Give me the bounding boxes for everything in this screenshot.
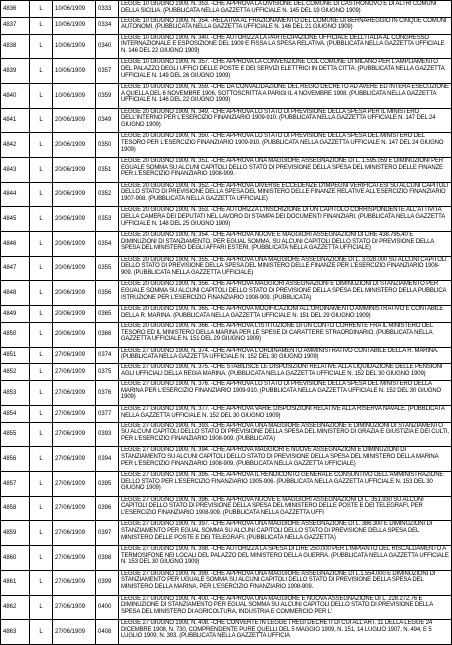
page-number: 0376	[96, 381, 119, 406]
document-description: LEGGE 27 GIUGNO 1909, N. 408. -CHE CONVERTE IN LEGGE I REGI DECRETI DI CUI ALL'ART. 11 DELLA LEGGE 24 DICEMBRE 1908, N. 730, COMPRENDENTE PURE QUELLI DEL 5 MAGGIO 1909, N. 151, 14 LUGLIO 1907, N. 494, E 5 LUGLIO 1909, N. 393. (PUBBLICATA NELLA GAZZETTA UFFICIA	[119, 620, 452, 645]
document-description: LEGGE 27 GIUGNO 1909, N. 393. -CHE APPROVA UNA MAGGIORE ASSEGNAZIONE E DIMINUZIONI DI STANZIAMENTO SU ALCUNI CAPITOLI DELLO STATO DI PREVISIONE DELLA SPESA DEL MINISTERO DI GRAZIA E GIUSTIZIA E DEI CULTI, PER L'ESERCIZIO FINANZIARIO 1908-909. (PUBBLICATA)	[119, 422, 452, 447]
table-row	[1, 364, 452, 381]
document-description: LEGGE 10 GIUGNO 1909, N. 353. -CHE APPROVA LA DIVISIONE DEL COMUNE DI CASTRONOVO E DI ALTRI COMUNI DELLA SICILIA. (PUBBLICATA NELLA GAZZETTA UFFICIALE N. 145 DEL 19 GIUGNO 1909)	[119, 1, 452, 18]
document-date: 27/06/1909	[53, 405, 96, 422]
document-type: L	[30, 256, 53, 281]
document-type: L	[30, 347, 53, 364]
document-date: 27/06/1909	[53, 364, 96, 381]
document-type: L	[30, 34, 53, 59]
record-number: 4845	[1, 207, 30, 232]
record-number: 4859	[1, 521, 30, 546]
legislation-table-body	[1, 1, 452, 645]
document-description: LEGGE 10 GIUGNO 1909, N. 357. -CHE APPROVA LA CONVENZIONE COL COMUNE DI MILANO PER L'AMPLIAMENTO DEL PALAZZO DEGLI UFFICI DELLE POSTE E DEI SERVIZI ELETTRICI IN DETTA CITTA. (PUBBLICATA NELLA GAZZETTA UFFICIALE N. 149 DEL 26 GIUGNO 1909)	[119, 59, 452, 84]
document-type: L	[30, 595, 53, 620]
table-row	[1, 620, 452, 645]
page-number: 0359	[96, 84, 119, 109]
record-number: 4858	[1, 496, 30, 521]
table-row	[1, 472, 452, 497]
document-description: LEGGE 20 GIUGNO 1909, N. 352. -CHE APPROVA DIVERSE ECCEDENZE D'IMPEGNI VERIFICATESI SU ALCUNI CAPITOLI DELLO STATO DI PREVISIONE DELLA SPESA DEL MINISTERO DELLE FINANZE RELATIVE ALL'ESERCIZIO FINANZIARIO 1907-908. (PUBBLICATA NELLA GAZZETTA UFFICIALE)	[119, 182, 452, 207]
document-date: 27/06/1909	[53, 422, 96, 447]
table-row	[1, 405, 452, 422]
document-date: 10/06/1909	[53, 17, 96, 34]
table-row	[1, 496, 452, 521]
document-date: 10/06/1909	[53, 1, 96, 18]
table-row	[1, 447, 452, 472]
document-date: 27/06/1909	[53, 381, 96, 406]
document-date: 27/06/1909	[53, 620, 96, 645]
document-description: LEGGE 27 GIUGNO 1909, N. 397. -CHE APPROVA UNA MAGGIORE ASSEGNAZIONE DI L. 386.300 E DIMINUZIONI DI STANZIAMENTO PER EGUAL SOMMA SU ALCUNI CAPITOLI DELLO STATO DI PREVISIONE DELLA SPESA DEL MINISTERO DELLE POSTE E DEI TELEGRAFI. (PUBBLICATA NELLA GAZZETTA)	[119, 521, 452, 546]
document-date: 27/06/1909	[53, 546, 96, 571]
document-date: 10/06/1909	[53, 59, 96, 84]
table-row	[1, 347, 452, 364]
document-description: LEGGE 27 GIUGNO 1909, N. 395. -CHE APPROVA IL RENDICONTO GENERALE CONSUNTIVO DELL'AMMINISTRAZIONE DELLO STATO PER L'ESERCIZIO FINANZIARIO 1905-906. (PUBBLICATA NELLA GAZZETTA UFFICIALE N. 153 DEL 30 GIUGNO 1909)	[119, 472, 452, 497]
page-number: 0333	[96, 1, 119, 18]
document-date: 20/06/1909	[53, 133, 96, 158]
page-number: 0340	[96, 34, 119, 59]
document-type: L	[30, 472, 53, 497]
page-number: 0357	[96, 59, 119, 84]
document-description: LEGGE 27 GIUGNO 1909, N. 398. -CHE AUTORIZZA LA SPESA DI LIRE 250.000 PER L'IMPIANTO DEL RISCALDAMENTO A TERMOSIFONE NEI LOCALI DEL PALAZZO DEL MINISTERO DELLA GUERRA. (PUBBLICATA NELLA GAZZETTA UFFICIALE N. 153 DEL 30 GIUGNO 1909)	[119, 546, 452, 571]
table-row	[1, 281, 452, 306]
document-date: 27/06/1909	[53, 570, 96, 595]
document-type: L	[30, 405, 53, 422]
table-row	[1, 17, 452, 34]
record-number: 4851	[1, 347, 30, 364]
page-number: 0355	[96, 256, 119, 281]
document-description: LEGGE 20 GIUGNO 1909, N. 353. -CHE AUTORIZZA L'INSCRIZIONE DI UN CAPITOLO CORRISPONDENTE ALL'ATTIVITA DELLA CAMERA DEI DEPUTATI NEL LAVORO DI STAMPA DEI DOCUMENTI FINANZIARI. (PUBBLICATA NELLA GAZZETTA UFFICIALE N. 148 DEL 25 GIUGNO 1909)	[119, 207, 452, 232]
document-description: LEGGE 27 GIUGNO 1909, N. 396. -CHE APPROVA NUOVE E MAGGIORI ASSEGNAZIONI DI L. 351.930 SU ALCUNI CAPITOLI DELLO STATO DI PREVISIONE DELLA SPESA DEL MINISTERO DELLE POSTE E DEI TELEGRAFI, PER L'ESERCIZIO FINANZIARIO 1908-909. (PUBBLICATA NELLA GAZZETTA UFFI	[119, 496, 452, 521]
document-description: LEGGE 20 GIUGNO 1909, N. 365. -CHE APPROVA MODIFICAZIONI ALL'ORDINAMENTO AMMINISTRATIVO E CONTABILE DELLA R. MARINA. (PUBBLICATA NELLA GAZZETTA UFFICIALE N. 151 DEL 29 GIUGNO 1909)	[119, 306, 452, 323]
table-row	[1, 84, 452, 109]
record-number: 4837	[1, 17, 30, 34]
document-type: L	[30, 496, 53, 521]
document-date: 20/06/1909	[53, 256, 96, 281]
page-number: 0393	[96, 422, 119, 447]
record-number: 4863	[1, 620, 30, 645]
document-type: L	[30, 133, 53, 158]
document-type: L	[30, 306, 53, 323]
record-number: 4860	[1, 546, 30, 571]
document-type: L	[30, 364, 53, 381]
record-number: 4857	[1, 472, 30, 497]
document-description: LEGGE 20 GIUGNO 1909, N. 351. -CHE APPROVA UNA MAGGIORE ASSEGNAZIONE DI L. 1.595.059 E DIMINUZIONI PER EGUALE SOMMA SU ALCUNI CAPITOLI DELLO STATO DI PREVISIONE DELLA SPESA DEL MINISTERO DELLE FINANZE PER L'ESERCIZIO FINANZIARIO 1908-909.	[119, 158, 452, 183]
document-description: LEGGE 27 GIUGNO 1909, N. 377. -CHE APPROVA VARIE DISPOSIZIONI RELATIVE ALLA RISERVA NAVALE. (PUBBLICATA NELLA GAZZETTA UFFICIALE N. 152 DEL 30 GIUGNO 1909)	[119, 405, 452, 422]
table-row	[1, 59, 452, 84]
document-type: L	[30, 447, 53, 472]
document-date: 20/06/1909	[53, 108, 96, 133]
document-type: L	[30, 422, 53, 447]
document-type: L	[30, 207, 53, 232]
table-row	[1, 546, 452, 571]
document-description: LEGGE 27 GIUGNO 1909, N. 394. -CHE APPROVA MAGGIORI E NUOVE ASSEGNAZIONI E DIMINUZIONI DI STANZIAMENTO SU ALCUNI CAPITOLI DELLO STATO DI PREVISIONE DELLA SPESA DEL MINISTERO DELLA MARINA PER L'ESERCIZIO FINANZIARIO 1908-909. (PUBBLICATA NELLA GAZZETTA UFFICIALE)	[119, 447, 452, 472]
table-row	[1, 595, 452, 620]
record-number: 4862	[1, 595, 30, 620]
document-date: 27/06/1909	[53, 472, 96, 497]
page-number: 0334	[96, 17, 119, 34]
record-number: 4849	[1, 306, 30, 323]
record-number: 4855	[1, 422, 30, 447]
record-number: 4840	[1, 84, 30, 109]
document-type: L	[30, 546, 53, 571]
table-row	[1, 256, 452, 281]
document-description: LEGGE 20 GIUGNO 1909, N. 355. -CHE APPROVA UNA MAGGIORE ASSEGNAZIONE DI L. 3.028.000 SU ALCUNI CAPITOLI DELLO STATO DI PREVISIONE DELLA SPESA DEL MINISTERO DELLE FINANZE PER L'ESERCIZIO FINANZIARIO 1908-909. (PUBBLICATA NELLA GAZZETTA UFFICIALE)	[119, 256, 452, 281]
document-date: 20/06/1909	[53, 207, 96, 232]
table-row	[1, 306, 452, 323]
record-number: 4850	[1, 322, 30, 347]
record-number: 4846	[1, 232, 30, 257]
document-date: 27/06/1909	[53, 521, 96, 546]
page-number: 0350	[96, 133, 119, 158]
document-date: 27/06/1909	[53, 595, 96, 620]
record-number: 4839	[1, 59, 30, 84]
page-number: 0374	[96, 347, 119, 364]
document-type: L	[30, 59, 53, 84]
page-number: 0349	[96, 108, 119, 133]
record-number: 4852	[1, 364, 30, 381]
document-type: L	[30, 17, 53, 34]
document-date: 20/06/1909	[53, 182, 96, 207]
record-number: 4844	[1, 182, 30, 207]
document-type: L	[30, 108, 53, 133]
document-date: 20/06/1909	[53, 281, 96, 306]
document-date: 20/06/1909	[53, 306, 96, 323]
record-number: 4838	[1, 34, 30, 59]
document-type: L	[30, 570, 53, 595]
record-number: 4853	[1, 381, 30, 406]
table-row	[1, 207, 452, 232]
table-row	[1, 182, 452, 207]
document-type: L	[30, 620, 53, 645]
page-number: 0399	[96, 570, 119, 595]
document-type: L	[30, 381, 53, 406]
document-type: L	[30, 182, 53, 207]
document-type: L	[30, 232, 53, 257]
document-type: L	[30, 84, 53, 109]
document-description: LEGGE 10 GIUGNO 1909, N. 359. -CHE DA CONVALIDAZIONE DEL REGIO DECRETO AD AVERE ED INTERA ESECUZIONE A QUELLA DEL 6 NOVEMBRE 1906, SOTTOSCRITTA A PARIGI IL 4 NOVEMBRE 1908. (PUBBLICATA NELLA GAZZETTA UFFICIALE N. 146 DEL 22 GIUGNO 1909)	[119, 84, 452, 109]
page-number: 0366	[96, 322, 119, 347]
document-date: 10/06/1909	[53, 34, 96, 59]
document-description: LEGGE 20 GIUGNO 1909, N. 349. -CHE APPROVA LO STATO DI PREVISIONE DELLA SPESA PER IL MINISTERO DELL'INTERNO PER L'ESERCIZIO FINANZIARIO 1909-910. (PUBBLICATA NELLA GAZZETTA UFFICIALE N. 147 DEL 24 GIUGNO 1909)	[119, 108, 452, 133]
page-number: 0375	[96, 364, 119, 381]
record-number: 4843	[1, 158, 30, 183]
table-row	[1, 322, 452, 347]
page-number: 0351	[96, 158, 119, 183]
page-number: 0365	[96, 306, 119, 323]
table-row	[1, 158, 452, 183]
document-type: L	[30, 281, 53, 306]
table-row	[1, 133, 452, 158]
document-description: LEGGE 10 GIUGNO 1909, N. 354. -RELATIVA AL FRAZIONAMENTO DEL COMUNE DI BERNAREGGIO IN CINQUE COMUNI AUTONOMI. (PUBBLICATA NELLA GAZZETTA UFFICIALE N. 146 DEL 21 GIUGNO 1909)	[119, 17, 452, 34]
document-type: L	[30, 322, 53, 347]
table-row	[1, 1, 452, 18]
document-date: 20/06/1909	[53, 158, 96, 183]
record-number: 4841	[1, 108, 30, 133]
record-number: 4836	[1, 1, 30, 18]
page-number: 0356	[96, 281, 119, 306]
page-number: 0377	[96, 405, 119, 422]
document-type: L	[30, 158, 53, 183]
document-type: L	[30, 521, 53, 546]
page-number: 0398	[96, 546, 119, 571]
table-row	[1, 108, 452, 133]
page-number: 0395	[96, 472, 119, 497]
page-number: 0354	[96, 232, 119, 257]
document-description: LEGGE 20 GIUGNO 1909, N. 356. -CHE APPROVA MAGGIORI ASSEGNAZIONI E DIMINUZIONI DI STANZIAMENTO PER EGUALE SOMMA SU ALCUNI CAPITOLI DELLO STATO DI PREVISIONE DELLA SPESA DEL MINISTERO DELLA PUBBLICA ISTRUZIONE PER L'ESERCIZIO FINANZIARIO 1908-909. (PUBBLICATA)	[119, 281, 452, 306]
record-number: 4856	[1, 447, 30, 472]
table-row	[1, 570, 452, 595]
document-date: 10/06/1909	[53, 84, 96, 109]
page-number: 0353	[96, 207, 119, 232]
table-row	[1, 34, 452, 59]
record-number: 4847	[1, 256, 30, 281]
document-description: LEGGE 27 GIUGNO 1909, N. 400. -CHE APPROVA UNA MAGGIORE E NUOVA ASSEGNAZIONE DI L. 228.272,76 E DIMINUZIONE DI STANZIAMENTO PER EGUAL SOMMA SU ALCUNI CAPITOLI DELLO STATO DI PREVISIONE DELLA SPESA DEL MINISTERO DI AGRICOLTURA, INDUSTRIA E COMMERCIO PER L'	[119, 595, 452, 620]
document-date: 27/06/1909	[53, 447, 96, 472]
table-row	[1, 422, 452, 447]
document-date: 27/06/1909	[53, 347, 96, 364]
document-description: LEGGE 27 GIUGNO 1909, N. 376. -CHE APPROVA LO STATO DI PREVISIONE DELLA SPESA DEL MINISTERO DELLA MARINA PER L'ESERCIZIO FINANZIARIO 1909-910. (PUBBLICATA NELLA GAZZETTA UFFICIALE N. 152 DEL 30 GIUGNO 1909)	[119, 381, 452, 406]
document-date: 20/06/1909	[53, 322, 96, 347]
page-number: 0396	[96, 496, 119, 521]
document-description: LEGGE 20 GIUGNO 1909, N. 366. -CHE APPROVA L'ISTITUZIONE DI UN CONTO CORRENTE FRA IL MINISTERO DEL TESORO ED IL MINISTERO DELLA MARINA PER LE SPESE DI CARATTERE STRAORDINARIO. (PUBBLICATA NELLA GAZZETTA UFFICIALE N. 151 DEL 29 GIUGNO 1909)	[119, 322, 452, 347]
document-description: LEGGE 27 GIUGNO 1909, N. 374. -CHE APPROVA L'ORDINAMENTO AMMINISTRATIVO CONTABILE DELLA R. MARINA. (PUBBLICATA NELLA GAZZETTA UFFICIALE N. 152 DEL 30 GIUGNO 1909)	[119, 347, 452, 364]
table-row	[1, 381, 452, 406]
page-number: 0408	[96, 620, 119, 645]
document-type: L	[30, 1, 53, 18]
record-number: 4861	[1, 570, 30, 595]
page-number: 0394	[96, 447, 119, 472]
document-description: LEGGE 10 GIUGNO 1909, N. 340. -CHE AUTORIZZA LA PARTECIPAZIONE UFFICIALE DELL'ITALIA AL CONGRESSO INTERNAZIONALE E ESPOSIZIONE DEL 1909 E FISSA LA SPESA RELATIVA. (PUBBLICATA NELLA GAZZETTA UFFICIALE N. 146 DEL 22 GIUGNO 1909)	[119, 34, 452, 59]
document-date: 20/06/1909	[53, 232, 96, 257]
page-number: 0397	[96, 521, 119, 546]
page-number: 0400	[96, 595, 119, 620]
document-description: LEGGE 20 GIUGNO 1909, N. 354. -CHE APPROVA NUOVE E MAGGIORI ASSEGNAZIONI DI LIRE 438.795,40 E DIMINUZIONI DI STANZIAMENTO, PER EGUAL SOMMA, SU ALCUNI CAPITOLI DELLO STATO DI PREVISIONE DELLA SPESA DEL MINISTERO DEGLI AFFARI ESTERI. (PUBBLICATA NELLA GAZZETTA UFFICIALE)	[119, 232, 452, 257]
document-description: LEGGE 27 GIUGNO 1909, N. 399. -CHE APPROVA UNA MAGGIORE ASSEGNAZIONE DI L.1.554.000 E DIMINUZIONI DI STANZIAMENTO PER UGUALE SOMMA SU ALCUNI CAPITOLI DELLO STATO DI PREVISIONE DELLA SPESA DEL MINISTERO DELLA MARINA, PER L'ESERCIZIO FINANZIARIO 1908-909.	[119, 570, 452, 595]
document-description: LEGGE 20 GIUGNO 1909, N. 350. -CHE APPROVA LO STATO DI PREVISIONE DELLA SPESA DEL MINISTERO DEL TESORO PER L'ESERCIZIO FINANZIARIO 1909-910. (PUBBLICATA NELLA GAZZETTA UFFICIALE N. 147 DEL 24 GIUGNO 1909)	[119, 133, 452, 158]
record-number: 4842	[1, 133, 30, 158]
table-row	[1, 232, 452, 257]
record-number: 4854	[1, 405, 30, 422]
record-number: 4848	[1, 281, 30, 306]
document-date: 27/06/1909	[53, 496, 96, 521]
table-row	[1, 521, 452, 546]
page-number: 0352	[96, 182, 119, 207]
document-description: LEGGE 27 GIUGNO 1909, N. 375. -CHE STABILISCE LE DISPOSIZIONI RELATIVE ALLA LIQUIDAZIONE DELLE PENSIONI AGLI UFFICIALI DELLA REGIA MARINA. (PUBBLICATA NELLA GAZZETTA UFFICIALE N. 152 DEL 30 GIUGNO 1909)	[119, 364, 452, 381]
